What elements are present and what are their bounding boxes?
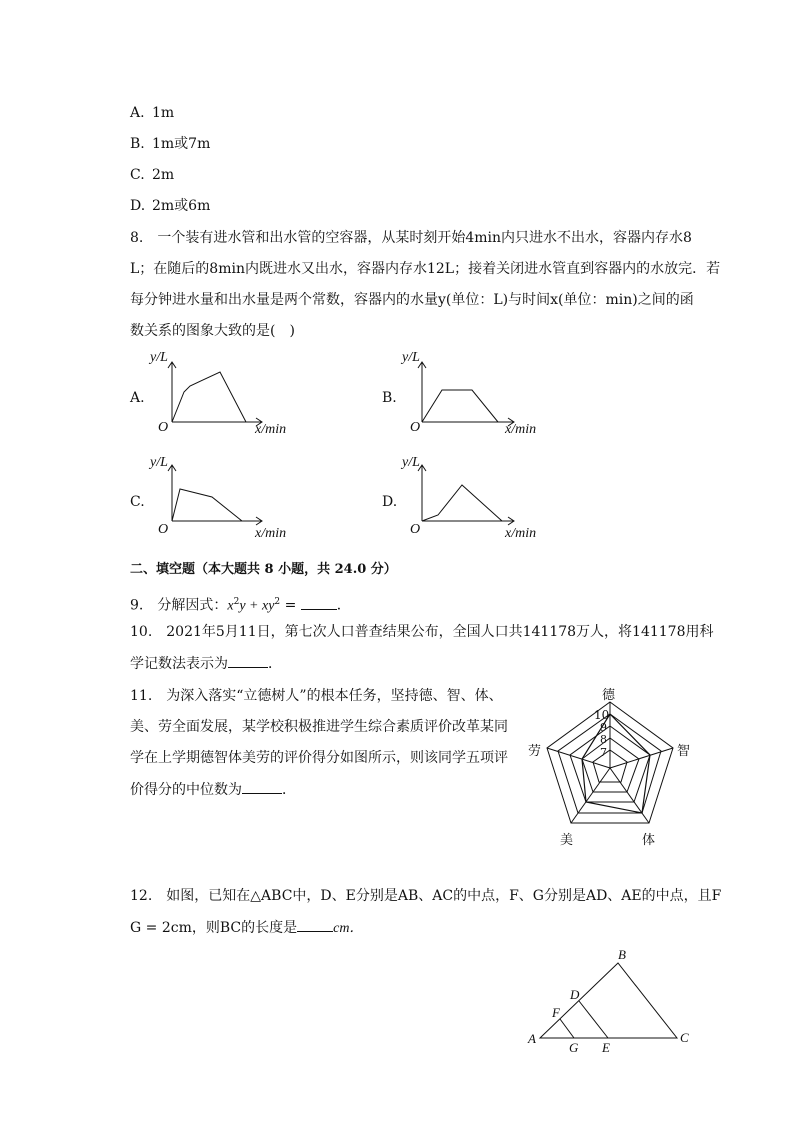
q11-line-4	[130, 779, 296, 800]
graph-y-label: y/L	[402, 455, 420, 470]
graph-origin-label: O	[410, 420, 421, 435]
radar-label-ti: 体	[642, 833, 656, 848]
q7-option-text: 2m或6m	[152, 198, 211, 214]
q8-line-4: 数关系的图象大致的是( )	[130, 323, 295, 339]
graph-x-label: x/min	[505, 526, 537, 541]
graph-y-label: y/L	[402, 350, 420, 365]
radar-label-mei: 美	[560, 833, 574, 848]
graph-x-label: x/min	[255, 526, 287, 541]
q9-sup-a: 2	[233, 597, 240, 607]
q8-line-2: L；在随后的8min内既进水又出水，容器内存水12L；接着关闭进水管直到容器内的水放完．若	[130, 261, 721, 277]
q11-suffix: ．	[282, 782, 296, 798]
point-b: B	[618, 947, 626, 962]
radar-tick-10: 10	[594, 708, 610, 722]
q9-sup-b: 2	[274, 597, 281, 607]
q11-line-2: 美、劳全面发展，某学校积极推进学生综合素质评价改革某同	[130, 719, 508, 735]
radar-label-de: 德	[602, 688, 616, 703]
section-heading: 二、填空题（本大题共 8 小题，共 24.0 分）	[130, 562, 397, 577]
q7-option-text: 1m	[152, 105, 175, 121]
q7-option-d	[130, 196, 210, 216]
q9-prefix: 9. 分解因式：	[130, 597, 228, 614]
radar-label-zhi: 智	[677, 744, 691, 759]
q12-triangle-figure	[520, 945, 700, 1055]
q10-suffix: ．	[268, 656, 282, 672]
radar-svg	[520, 680, 700, 850]
q8-line-1: 8. 一个装有进水管和出水管的空容器，从某时刻开始4min内只进水不出水，容器内存水8	[130, 230, 692, 246]
q7-option-label: C.	[130, 167, 145, 183]
q10-line-2	[130, 653, 282, 674]
q9-expr-b: y + xy	[239, 598, 275, 614]
q11-line-3: 学在上学期德智体美劳的评价得分如图所示，则该同学五项评	[130, 750, 508, 766]
q7-option-text: 2m	[152, 167, 175, 183]
radar-tick-8: 8	[600, 733, 607, 746]
q12-line-2-text: G = 2cm，则BC的长度是	[130, 920, 298, 936]
q7-option-b	[130, 134, 210, 154]
graph-origin-label: O	[158, 522, 169, 537]
graph-y-label: y/L	[150, 455, 168, 470]
point-c: C	[680, 1030, 689, 1045]
q7-option-a	[130, 103, 174, 123]
q10-line-2-text: 学记数法表示为	[130, 656, 228, 672]
q9-suffix: ．	[336, 597, 351, 614]
point-f: F	[552, 1005, 560, 1020]
q11-line-1: 11. 为深入落实“立德树人”的根本任务，坚持德、智、体、	[130, 688, 503, 704]
graph-x-label: x/min	[255, 422, 287, 437]
triangle-svg	[520, 945, 700, 1055]
graph-origin-label: O	[158, 420, 169, 435]
graph-option-label: B.	[382, 390, 397, 406]
q11-radar-chart	[520, 680, 700, 850]
radar-tick-7: 7	[600, 746, 607, 759]
q12-line-1: 12. 如图，已知在△ABC中，D、E分别是AB、AC的中点，F、G分别是AD、AE的中点，且F	[130, 888, 722, 904]
q9-expr-a: x	[227, 598, 234, 614]
graph-option-label: C.	[130, 494, 145, 510]
q9-expr-c: =	[280, 597, 301, 614]
point-e: E	[602, 1040, 610, 1055]
q12-answer-blank[interactable]	[297, 917, 333, 932]
q12-line-2	[130, 917, 363, 939]
q7-option-label: B.	[130, 136, 145, 152]
q11-answer-blank[interactable]	[242, 779, 282, 794]
graph-option-label: D.	[382, 494, 398, 510]
q10-line-1: 10. 2021年5月11日，第七次人口普查结果公布，全国人口共141178万人，将141178用科	[130, 624, 714, 640]
point-g: G	[569, 1040, 579, 1055]
q7-option-text: 1m或7m	[152, 136, 211, 152]
q7-option-label: A.	[130, 105, 145, 121]
q7-option-label: D.	[130, 198, 146, 214]
q8-line-3: 每分钟进水量和出水量是两个常数，容器内的水量y(单位：L)与时间x(单位：min)之间的函	[130, 292, 694, 308]
graph-y-label: y/L	[150, 350, 168, 365]
q10-answer-blank[interactable]	[228, 653, 268, 668]
point-d: D	[570, 987, 580, 1002]
point-a: A	[528, 1031, 536, 1046]
q12-unit: cm．	[333, 921, 364, 936]
graph-option-label: A.	[130, 390, 145, 406]
q7-option-c	[130, 165, 174, 185]
radar-tick-9: 9	[600, 721, 607, 734]
graph-x-label: x/min	[505, 422, 537, 437]
q9-line	[130, 592, 351, 617]
graph-origin-label: O	[410, 522, 421, 537]
q9-answer-blank[interactable]	[301, 595, 337, 610]
radar-label-lao: 劳	[528, 744, 542, 759]
q11-line-4-text: 价得分的中位数为	[130, 782, 242, 798]
